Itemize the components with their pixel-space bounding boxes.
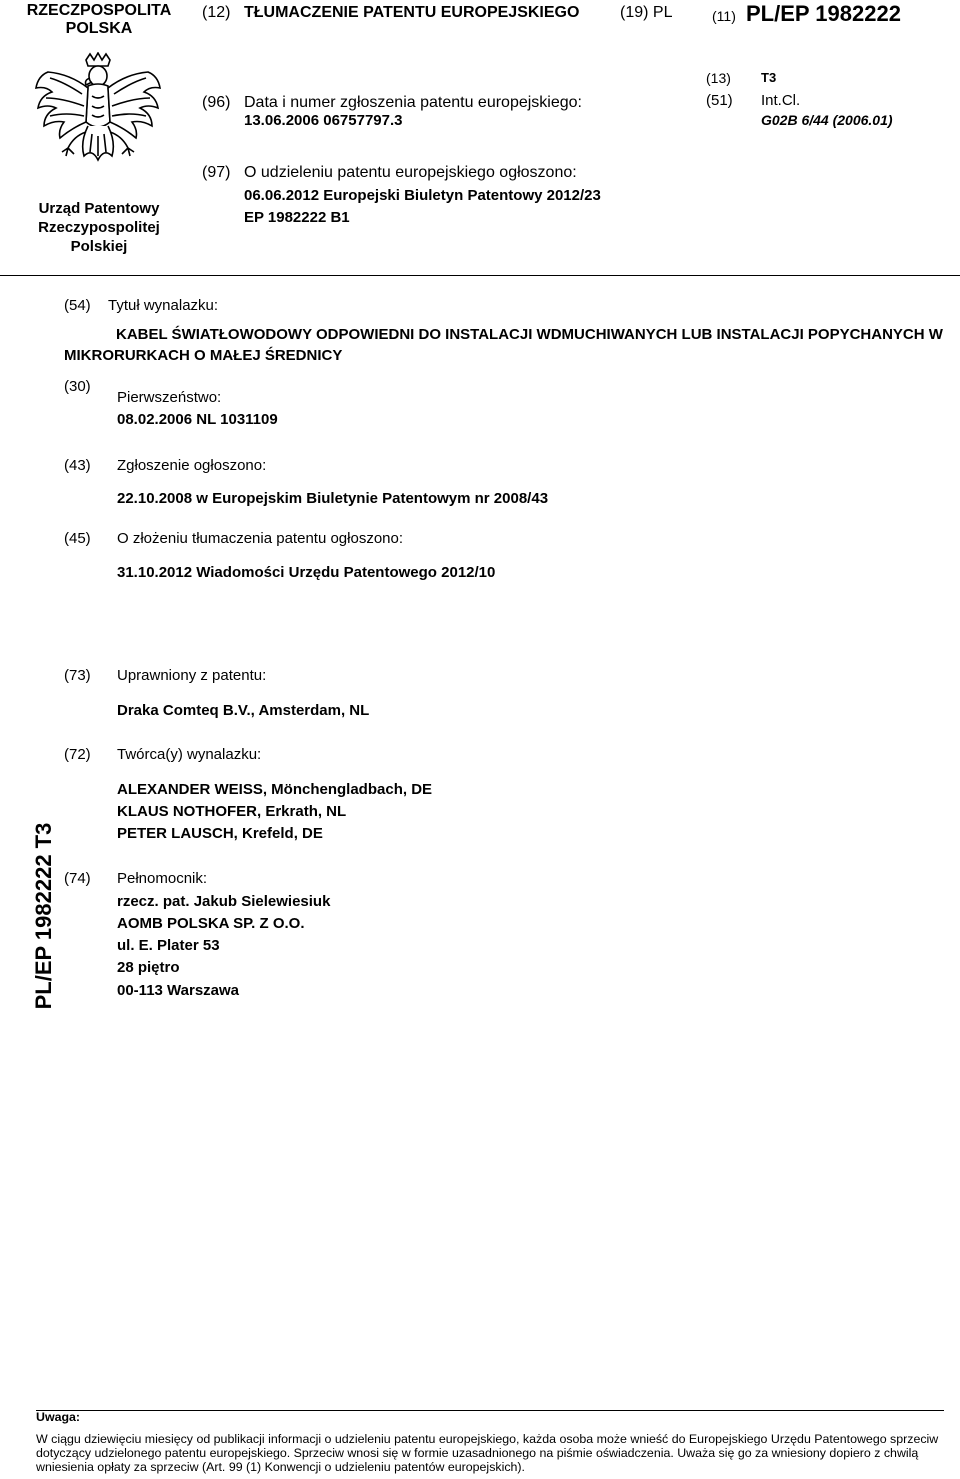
document-type: TŁUMACZENIE PATENTU EUROPEJSKIEGO (244, 4, 580, 21)
inventors-label: Twórca(y) wynalazku: (117, 746, 262, 763)
tag-13: (13) (706, 70, 731, 86)
translation-published-value: 31.10.2012 Wiadomości Urzędu Patentowego 2012/10 (117, 564, 496, 581)
inventor-name: KLAUS NOTHOFER, Erkrath, NL (117, 803, 347, 820)
tag-97: (97) (202, 164, 231, 181)
attorney-line: rzecz. pat. Jakub Sielewiesiuk (117, 893, 331, 910)
header-divider (0, 275, 960, 276)
application-published-label: Zgłoszenie ogłoszono: (117, 457, 267, 474)
polish-eagle-emblem (30, 52, 166, 184)
attorney-line: 28 piętro (117, 959, 180, 976)
tag-96: (96) (202, 94, 231, 111)
tag-51: (51) (706, 92, 733, 109)
proprietor-label: Uprawniony z patentu: (117, 667, 267, 684)
proprietor-value: Draka Comteq B.V., Amsterdam, NL (117, 702, 370, 719)
tag-43: (43) (64, 457, 91, 474)
attorney-line: ul. E. Plater 53 (117, 937, 220, 954)
tag-19: (19) PL (620, 4, 673, 21)
tag-74: (74) (64, 870, 91, 887)
filing-value: 13.06.2006 06757797.3 (244, 112, 403, 129)
tag-45: (45) (64, 530, 91, 547)
invention-title: KABEL ŚWIATŁOWODOWY ODPOWIEDNI DO INSTALACJI WDMUCHIWANYCH LUB INSTALACJI POPYCHANYCH W MIKRORURKACH O MAŁEJ ŚREDNICY (64, 326, 943, 364)
classification-value: G02B 6/44 (2006.01) (761, 112, 893, 128)
translation-published-label: O złożeniu tłumaczenia patentu ogłoszono: (117, 530, 404, 547)
patent-number: PL/EP 1982222 (746, 1, 901, 26)
tag-72: (72) (64, 746, 91, 763)
patent-office-name: Urząd Patentowy Rzeczypospolitej Polskiej (38, 200, 160, 255)
attorney-line: 00-113 Warszawa (117, 982, 240, 999)
ep-number: EP 1982222 B1 (244, 209, 350, 226)
kind-code: T3 (761, 70, 777, 85)
notice-title: Uwaga: (36, 1410, 81, 1424)
classification-label: Int.Cl. (761, 92, 801, 109)
priority-label: Pierwszeństwo: (117, 389, 222, 406)
attorney-line: AOMB POLSKA SP. Z O.O. (117, 915, 305, 932)
application-published-value: 22.10.2008 w Europejskim Biuletynie Patentowym nr 2008/43 (117, 490, 549, 507)
inventor-name: ALEXANDER WEISS, Mönchengladbach, DE (117, 781, 433, 798)
country-name: RZECZPOSPOLITA POLSKA (26, 2, 172, 37)
tag-73: (73) (64, 667, 91, 684)
filing-label: Data i numer zgłoszenia patentu europejskiego: (244, 94, 582, 111)
notice-divider (36, 1410, 944, 1411)
notice-body: W ciągu dziewięciu miesięcy od publikacji informacji o udzieleniu patentu europejskiego, każda osoba może wnieść do Europejskiego Urzędu Patentowego sprzeciw dotyczący udzielonego patentu europejskiego. Sprzeciw wnosi się w formie uzasadnionego na piśmie oświadczenia. Uważa się go za wniesiony dopiero z chwilą wniesienia opłaty za sprzeciw (Art. 99 (1) Konwencji o udzieleniu patentów europejskich). (36, 1432, 939, 1474)
side-patent-label: PL/EP 1982222 T3 (31, 822, 56, 1010)
tag-30: (30) (64, 378, 91, 395)
grant-value: 06.06.2012 Europejski Biuletyn Patentowy 2012/23 (244, 187, 601, 204)
attorney-label: Pełnomocnik: (117, 870, 208, 887)
title-label: Tytuł wynalazku: (108, 297, 219, 314)
inventor-name: PETER LAUSCH, Krefeld, DE (117, 825, 323, 842)
grant-label: O udzieleniu patentu europejskiego ogłoszono: (244, 164, 577, 181)
tag-12: (12) (202, 4, 231, 21)
tag-11: (11) (712, 8, 736, 24)
priority-value: 08.02.2006 NL 1031109 (117, 411, 278, 428)
tag-54: (54) (64, 297, 91, 314)
